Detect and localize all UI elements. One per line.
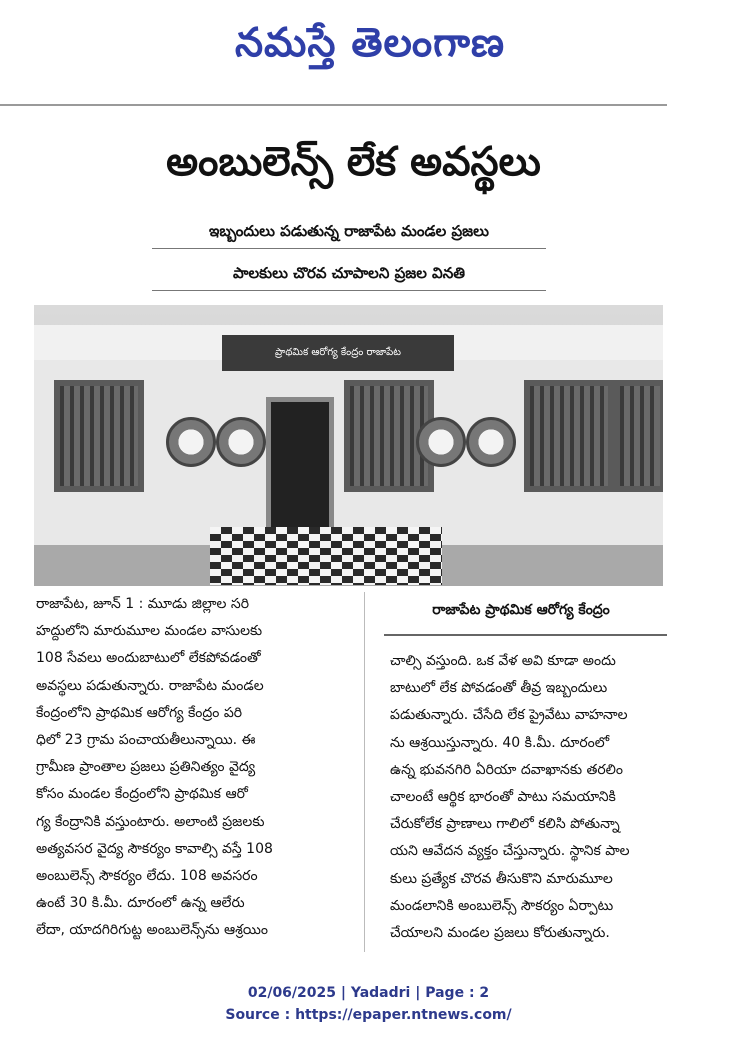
caption-divider bbox=[384, 634, 667, 636]
article-line: చేయాలని మండల ప్రజలు కోరుతున్నారు. bbox=[390, 925, 610, 942]
article-line: లేదా, యాదగిరిగుట్ట అంబులెన్స్‌ను ఆశ్రయిం bbox=[36, 922, 268, 939]
photo-mural bbox=[216, 417, 266, 467]
footer-date-page: 02/06/2025 | Yadadri | Page : 2 bbox=[247, 985, 490, 1001]
article-line: కులు ప్రత్యేక చొరవ తీసుకొని మారుమూల bbox=[390, 870, 613, 887]
article-line: అవస్థలు పడుతున్నారు. రాజాపేట మండల bbox=[36, 677, 264, 694]
article-line: మండలానికి అంబులెన్స్ సౌకర్యం ఏర్పాటు bbox=[390, 897, 614, 914]
photo-window bbox=[54, 380, 144, 492]
article-line: హద్దులోని మారుమూల మండల వాసులకు bbox=[36, 623, 263, 640]
article-line: ధిలో 23 గ్రామ పంచాయతీలున్నాయి. ఈ bbox=[36, 732, 256, 749]
photo-mural bbox=[466, 417, 516, 467]
article-line: 108 సేవలు అందుబాటులో లేకపోవడంతో bbox=[36, 650, 261, 667]
article-line: బాటులో లేక పోవడంతో తీవ్ర ఇబ్బందులు bbox=[390, 680, 608, 697]
subheading-2: పాలకులు చొరవ చూపాలని ప్రజల వినతి bbox=[152, 256, 546, 291]
photo-caption: రాజాపేట ప్రాథమిక ఆరోగ్య కేంద్రం bbox=[432, 602, 610, 618]
article-line: చాల్సి వస్తుంది. ఒక వేళ అవి కూడా అందు bbox=[390, 653, 616, 669]
photo-window bbox=[524, 380, 614, 492]
article-line: యని ఆవేదన వ్యక్తం చేస్తున్నారు. స్థానిక పాల bbox=[390, 843, 630, 860]
article-line: చేరుకోలేక ప్రాణాలు గాలిలో కలిసి పోతున్నా bbox=[390, 816, 620, 833]
article-line: రాజాపేట, జూన్ 1 : మూడు జిల్లాల సరి bbox=[36, 596, 249, 612]
article-line: చాలంటే ఆర్థిక భారంతో పాటు సమయానికి bbox=[390, 789, 616, 806]
headline: అంబులెన్స్ లేక అవస్థలు bbox=[166, 139, 541, 185]
article-line: అంబులెన్స్ సౌకర్యం లేదు. 108 అవసరం bbox=[36, 868, 258, 885]
photo-mural bbox=[166, 417, 216, 467]
column-divider bbox=[364, 592, 365, 952]
photo-stairs bbox=[210, 527, 442, 585]
article-line: కేంద్రంలోని ప్రాథమిక ఆరోగ్య కేంద్రం పరి bbox=[36, 704, 243, 721]
article-line: ఉన్న భువనగిరి ఏరియా దవాఖానకు తరలిం bbox=[390, 761, 623, 778]
article-column-right bbox=[390, 648, 668, 947]
article-line: అత్యవసర వైద్య సౌకర్యం కావాల్సి వస్తే 108 bbox=[36, 840, 273, 857]
article-line: పడుతున్నారు. చేసేది లేక ప్రైవేటు వాహనాల bbox=[390, 707, 628, 724]
article-photo bbox=[34, 305, 663, 586]
article-line: గ్య కేంద్రానికి వస్తుంటారు. అలాంటి ప్రజలకు bbox=[36, 813, 265, 830]
article-line: కోసం మండల కేంద్రంలోని ప్రాథమిక ఆరో bbox=[36, 786, 248, 803]
article-line: ఉంటే 30 కి.మీ. దూరంలో ఉన్న ఆలేరు bbox=[36, 895, 245, 912]
masthead-logo: నమస్తే తెలంగాణ bbox=[234, 19, 506, 66]
photo-sign: ప్రాథమిక ఆరోగ్య కేంద్రం రాజాపేట bbox=[222, 335, 454, 371]
article-line: ను ఆశ్రయిస్తున్నారు. 40 కి.మీ. దూరంలో bbox=[390, 734, 610, 751]
article-line: గ్రామీణ ప్రాంతాల ప్రజలు ప్రతినిత్యం వైద్య bbox=[36, 759, 256, 776]
header-divider bbox=[0, 104, 667, 106]
photo-door bbox=[266, 397, 334, 537]
subheading-1: ఇబ్బందులు పడుతున్న రాజాపేట మండల ప్రజలు bbox=[152, 214, 546, 249]
article-column-left bbox=[36, 591, 358, 945]
footer-source-link[interactable]: Source : https://epaper.ntnews.com/ bbox=[225, 1007, 512, 1023]
photo-mural bbox=[416, 417, 466, 467]
photo-window bbox=[614, 380, 663, 492]
